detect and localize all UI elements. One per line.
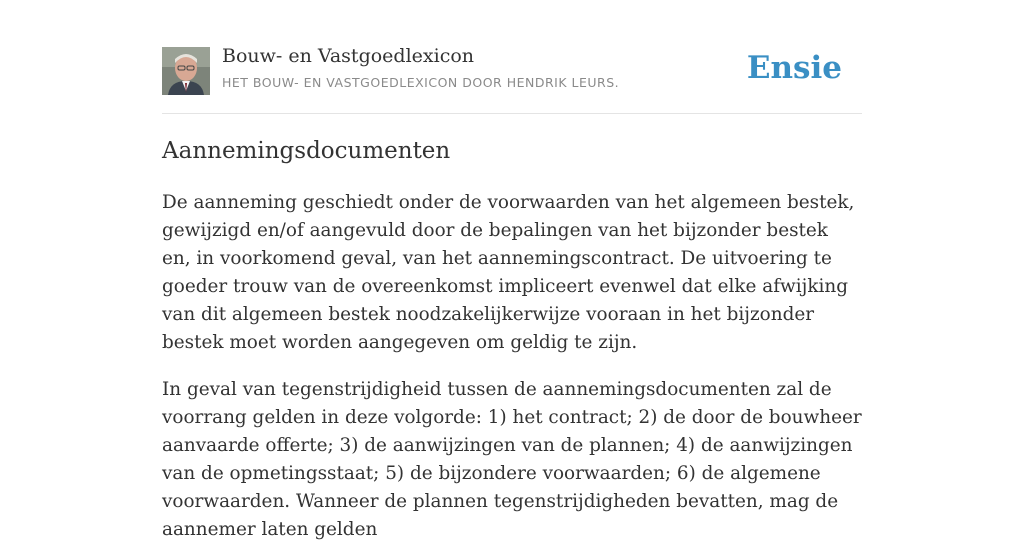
- ensie-logo-link[interactable]: Ensie: [746, 50, 842, 86]
- site-title[interactable]: Bouw- en Vastgoedlexicon: [222, 45, 475, 67]
- article-paragraph-2: In geval van tegenstrijdigheid tussen de aannemingsdocumenten zal de voorrang gelden in deze volgorde: 1) het contract; 2) de door de bouwheer aanvaarde offerte; 3) de aanwijzingen van de plannen; 4) de aanwijzingen van de opmetingsstaat; 5) de bijzondere voorwaarden; 6) de algemene voorwaarden. Wanneer de plannen tegenstrijdigheden bevatten, mag de aannemer laten gelden: [162, 379, 862, 540]
- avatar-portrait-icon: [162, 47, 210, 95]
- page-container: [162, 0, 862, 540]
- site-header: [162, 0, 862, 114]
- site-subtitle: HET BOUW- EN VASTGOEDLEXICON DOOR HENDRIK LEURS.: [222, 75, 620, 90]
- author-avatar[interactable]: [162, 47, 210, 95]
- article-title: Aannemingsdocumenten: [162, 138, 451, 164]
- article-paragraph-1: De aanneming geschiedt onder de voorwaarden van het algemeen bestek, gewijzigd en/of aangevuld door de bepalingen van het bijzonder bestek en, in voorkomend geval, van het aannemingscontract. De uitvoering te goeder trouw van de overeenkomst impliceert evenwel dat elke afwijking van dit algemeen bestek noodzakelijkerwijze vooraan in het bijzonder bestek moet worden aangegeven om geldig te zijn.: [162, 192, 855, 353]
